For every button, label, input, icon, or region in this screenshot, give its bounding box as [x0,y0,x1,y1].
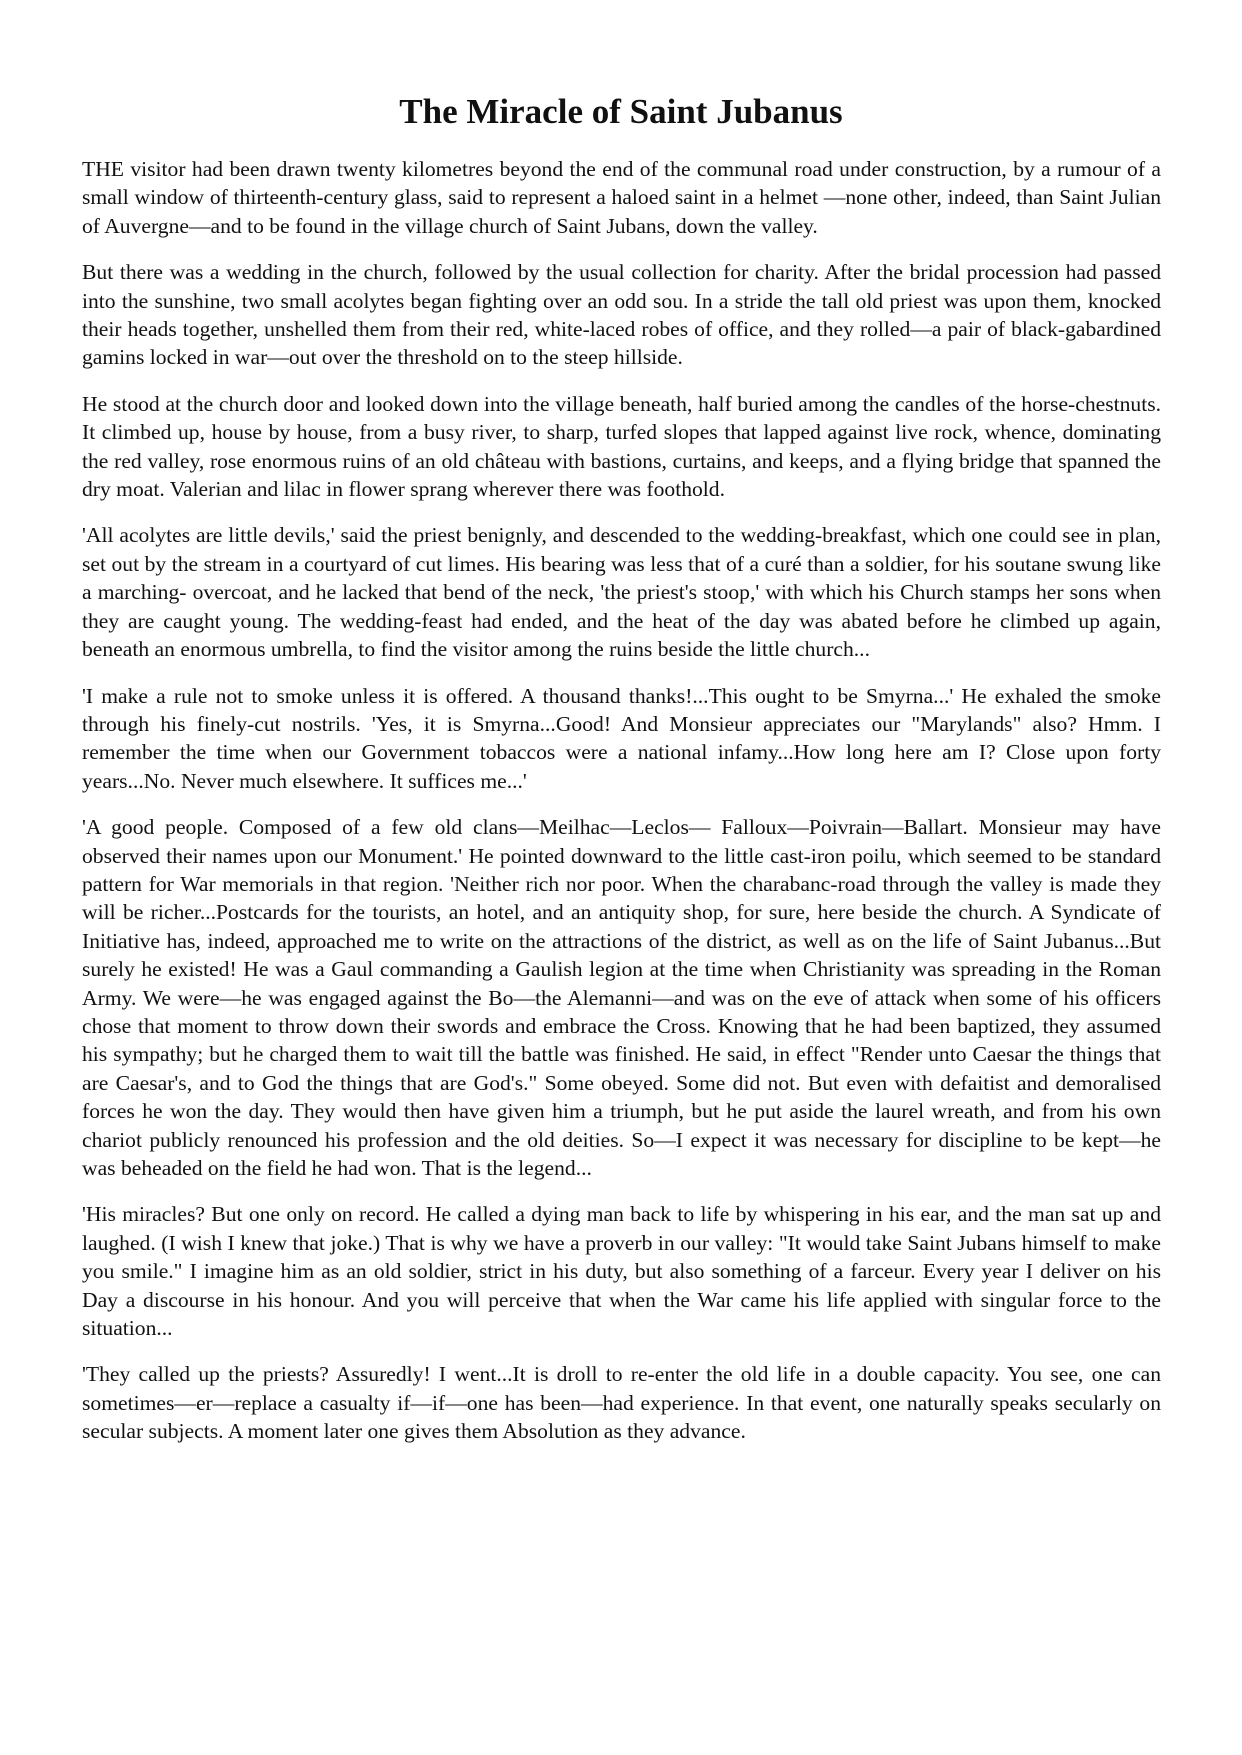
paragraph: 'All acolytes are little devils,' said the priest benignly, and descended to the wedding-breakfast, which one could see in plan, set out by the stream in a courtyard of cut limes. His bearing was less that of a curé than a soldier, for his soutane swung like a marching- overcoat, and he lacked that bend of the neck, 'the priest's stoop,' with which his Church stamps her sons when they are caught young. The wedding-feast had ended, and the heat of the day was abated before he climbed up again, beneath an enormous umbrella, to find the visitor among the ruins beside the little church... [82,523,1161,662]
document-title: The Miracle of Saint Jubanus [399,92,843,131]
paragraph: But there was a wedding in the church, followed by the usual collection for charity. After the bridal procession had passed into the sunshine, two small acolytes began fighting over an odd sou. In a stride the tall old priest was upon them, knocked their heads together, unshelled them from their red, white-laced robes of office, and they rolled—a pair of black-gabardined gamins locked in war—out over the threshold on to the steep hillside. [82,260,1161,370]
paragraph: He stood at the church door and looked down into the village beneath, half buried among the candles of the horse-chestnuts. It climbed up, house by house, from a busy river, to sharp, turfed slopes that lapped against live rock, whence, dominating the red valley, rose enormous ruins of an old château with bastions, curtains, and keeps, and a flying bridge that spanned the dry moat. Valerian and lilac in flower sprang wherever there was foothold. [82,391,1161,502]
paragraph: 'They called up the priests? Assuredly! I went...It is droll to re-enter the old life in a double capacity. You see, one can sometimes—er—replace a casualty if—if—one has been—had experience. In that event, one naturally speaks secularly on secular subjects. A moment later one gives them Absolution as they advance. [82,1362,1161,1444]
document-body [82,155,1161,1464]
paragraph: 'A good people. Composed of a few old clans—Meilhac—Leclos— Falloux—Poivrain—Ballart. Monsieur may have observed their names upon our Monument.' He pointed downward to the little cast-iron poilu, which seemed to be standard pattern for War memorials in that region. 'Neither rich nor poor. When the charabanc-road through the valley is made they will be richer...Postcards for the tourists, an hotel, and an antiquity shop, for sure, here beside the church. A Syndicate of Initiative has, indeed, approached me to write on the attractions of the district, as well as on the life of Saint Jubanus...But surely he existed! He was a Gaul commanding a Gaulish legion at the time when Christianity was spreading in the Roman Army. We were—he was engaged against the Bo—the Alemanni—and was on the eve of attack when some of his officers chose that moment to throw down their swords and embrace the Cross. Knowing that he had been baptized, they assumed his sympathy; but he charged them to wait till the battle was finished. He said, in effect "Render unto Caesar the things that are Caesar's, and to God the things that are God's." Some obeyed. Some did not. But even with defaitist and demoralised forces he won the day. They would then have given him a triumph, but he put aside the laurel wreath, and from his own chariot publicly renounced his profession and the old deities. So—I expect it was necessary for discipline to be kept—he was beheaded on the field he had won. That is the legend... [82,815,1161,1180]
paragraph: THE visitor had been drawn twenty kilometres beyond the end of the communal road under construction, by a rumour of a small window of thirteenth-century glass, said to represent a haloed saint in a helmet —none other, indeed, than Saint Julian of Auvergne—and to be found in the village church of Saint Jubans, down the valley. [82,157,1161,238]
paragraph: 'I make a rule not to smoke unless it is offered. A thousand thanks!...This ought to be Smyrna...' He exhaled the smoke through his finely-cut nostrils. 'Yes, it is Smyrna...Good! And Monsieur appreciates our "Marylands" also? Hmm. I remember the time when our Government tobaccos were a national infamy...How long here am I? Close upon forty years...No. Never much elsewhere. It suffices me...' [82,683,1161,793]
paragraph: 'His miracles? But one only on record. He called a dying man back to life by whispering in his ear, and the man sat up and laughed. (I wish I knew that joke.) That is why we have a proverb in our valley: "It would take Saint Jubans himself to make you smile." I imagine him as an old soldier, strict in his duty, but also something of a farceur. Every year I deliver on his Day a discourse in his honour. And you will perceive that when the War came his life applied with singular force to the situation... [82,1202,1161,1341]
